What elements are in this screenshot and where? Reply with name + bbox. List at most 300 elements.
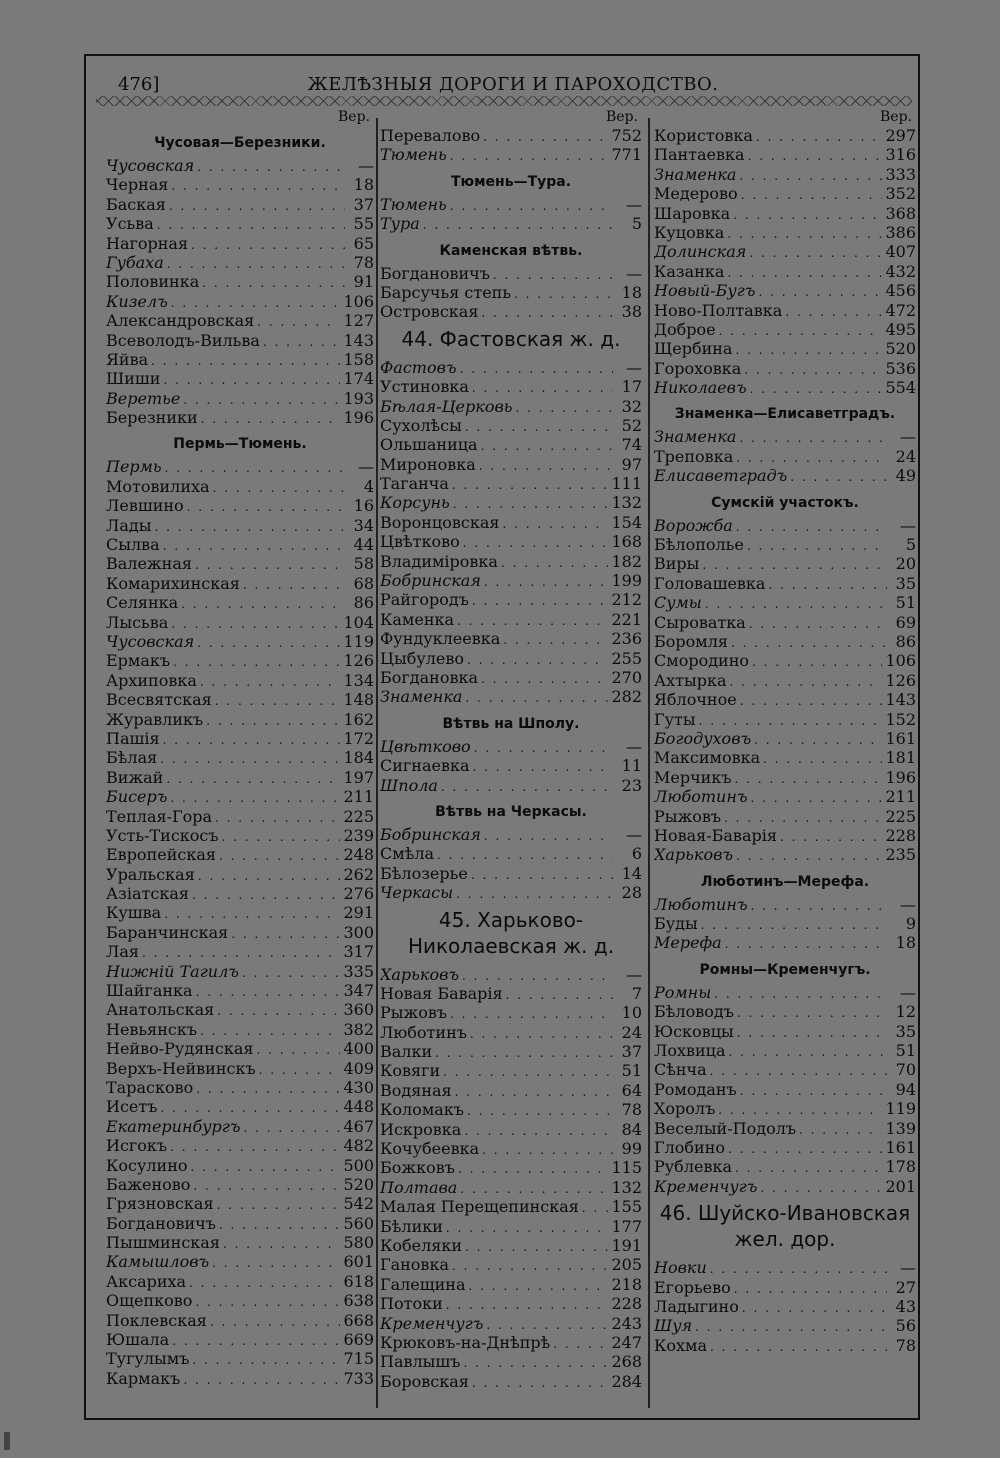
station-row <box>380 1120 642 1139</box>
station-distance: 132 <box>611 493 642 513</box>
leader-dots <box>181 595 345 612</box>
leader-dots <box>200 1022 340 1039</box>
station-row <box>380 629 642 648</box>
station-name: Анатольская <box>106 1000 215 1020</box>
station-name: Шпола <box>380 775 438 795</box>
leader-dots <box>217 1196 341 1213</box>
station-name: Яблочное <box>654 690 737 710</box>
station-row <box>106 574 374 593</box>
station-name: Новая-Баварія <box>654 825 777 845</box>
station-name: Знаменка <box>654 427 737 447</box>
leader-dots <box>163 731 341 748</box>
leader-dots <box>443 1063 613 1080</box>
leader-dots <box>259 1061 341 1078</box>
station-distance: 184 <box>343 748 374 768</box>
station-distance: 152 <box>885 709 916 729</box>
leader-dots <box>736 847 882 864</box>
station-name: Екатеринбургъ <box>106 1116 241 1136</box>
station-row <box>106 865 374 884</box>
station-distance: 86 <box>353 593 374 613</box>
leader-dots <box>191 1158 341 1175</box>
leader-dots <box>724 809 882 826</box>
station-distance: 143 <box>885 690 916 710</box>
leader-dots <box>457 612 608 629</box>
leader-dots <box>503 631 608 648</box>
column-3 <box>654 108 916 1408</box>
station-name: Исетъ <box>106 1097 158 1117</box>
station-row <box>106 1311 374 1330</box>
leader-dots <box>756 128 883 145</box>
leader-dots <box>725 935 887 952</box>
station-distance: 20 <box>895 554 916 574</box>
station-distance: — <box>626 194 642 214</box>
leader-dots <box>481 304 613 321</box>
station-distance: 18 <box>353 175 374 195</box>
station-name: Фастовъ <box>380 357 457 377</box>
station-distance: 58 <box>353 554 374 574</box>
station-row <box>654 1316 916 1335</box>
station-distance: 23 <box>621 775 642 795</box>
station-name: Боровская <box>380 1371 469 1391</box>
leader-dots <box>463 534 609 551</box>
station-row <box>106 1020 374 1039</box>
station-row <box>380 984 642 1003</box>
leader-dots <box>719 322 883 339</box>
station-row <box>380 1100 642 1119</box>
station-name: Буды <box>654 914 698 934</box>
station-row <box>380 358 642 377</box>
leader-dots <box>166 770 340 787</box>
leader-dots <box>735 1159 882 1176</box>
leader-dots <box>450 147 609 164</box>
leader-dots <box>467 1102 613 1119</box>
leader-dots <box>727 225 882 242</box>
station-distance: 536 <box>885 358 916 378</box>
station-name: Павлышъ <box>380 1352 461 1372</box>
leader-dots <box>455 1083 613 1100</box>
station-distance: 448 <box>343 1097 374 1117</box>
station-row <box>380 965 642 984</box>
leader-dots <box>734 1280 887 1297</box>
station-row <box>654 690 916 709</box>
station-distance: 212 <box>611 590 642 610</box>
leader-dots <box>481 670 608 687</box>
leader-dots <box>458 1160 609 1177</box>
station-name: Новки <box>654 1258 707 1278</box>
leader-dots <box>474 739 613 756</box>
station-row <box>654 1041 916 1060</box>
wavy-rule <box>96 96 912 106</box>
station-name: Березники <box>106 408 198 428</box>
leader-dots <box>165 459 345 476</box>
verst-column-label: Вер. <box>606 109 638 125</box>
station-name: Рублевка <box>654 1157 732 1177</box>
station-name: Шайганка <box>106 981 193 1001</box>
station-distance: 638 <box>343 1291 374 1311</box>
station-row <box>106 214 374 233</box>
leader-dots <box>160 1099 340 1116</box>
station-name: Всесвятская <box>106 690 212 710</box>
station-row <box>654 554 916 573</box>
section-heading: Чусовая—Березники. <box>154 135 326 151</box>
station-row <box>106 1330 374 1349</box>
leader-dots <box>231 925 340 942</box>
station-name: Мерчикъ <box>654 767 732 787</box>
station-distance: 335 <box>343 961 374 981</box>
station-distance: 11 <box>621 756 642 776</box>
verst-column-label: Вер. <box>880 109 912 125</box>
leader-dots <box>718 1101 882 1118</box>
station-name: Ромны <box>654 982 712 1002</box>
station-distance: 99 <box>621 1139 642 1159</box>
station-name: Кушва <box>106 903 162 923</box>
station-distance: 228 <box>885 825 916 845</box>
station-row <box>106 613 374 632</box>
station-distance: 78 <box>621 1100 642 1120</box>
station-name: Кременчугъ <box>380 1313 484 1333</box>
station-row <box>654 320 916 339</box>
leader-dots <box>157 216 345 233</box>
station-name: Лохвица <box>654 1041 726 1061</box>
leader-dots <box>456 885 613 902</box>
station-row <box>380 1333 642 1352</box>
station-row <box>380 214 642 233</box>
station-name: Чусовская <box>106 156 195 175</box>
station-name: Нейво-Рудянская <box>106 1039 254 1059</box>
station-distance: 43 <box>895 1296 916 1316</box>
leader-dots <box>460 360 613 377</box>
station-distance: 255 <box>611 648 642 668</box>
station-row <box>106 369 374 388</box>
station-row <box>380 283 642 302</box>
station-distance: 239 <box>343 825 374 845</box>
station-name: Кременчугъ <box>654 1176 758 1196</box>
station-name: Селянка <box>106 593 179 613</box>
station-row <box>106 710 374 729</box>
section-heading: Ромны—Кременчугъ. <box>699 961 871 978</box>
leader-dots <box>472 379 613 396</box>
station-distance: 78 <box>353 252 374 272</box>
leader-dots <box>790 468 887 485</box>
station-name: Нагорная <box>106 233 189 253</box>
station-distance: 172 <box>343 728 374 748</box>
station-distance: 291 <box>343 903 374 923</box>
leader-dots <box>747 537 887 554</box>
station-row <box>654 845 916 864</box>
station-distance: 218 <box>611 1274 642 1294</box>
station-row <box>106 1214 374 1233</box>
station-distance: — <box>900 982 916 1002</box>
station-name: Теплая-Гора <box>106 806 213 826</box>
section-heading: Вѣтвь на Шполу. <box>442 715 580 732</box>
station-row <box>654 301 916 320</box>
station-distance: — <box>358 457 374 477</box>
station-row <box>654 1080 916 1099</box>
station-row <box>106 1291 374 1310</box>
station-row <box>654 768 916 787</box>
station-name: Косулино <box>106 1155 188 1175</box>
station-row <box>106 1039 374 1058</box>
station-name: Перевалово <box>380 126 481 145</box>
station-name: Азіатская <box>106 884 189 904</box>
station-distance: 155 <box>611 1197 642 1217</box>
station-distance: 432 <box>885 261 916 281</box>
station-row <box>106 496 374 515</box>
station-distance: 154 <box>611 512 642 532</box>
station-name: Харьковъ <box>654 845 734 865</box>
station-name: Половинка <box>106 272 200 292</box>
leader-dots <box>471 866 613 883</box>
station-row <box>654 223 916 242</box>
station-distance: 618 <box>343 1271 374 1291</box>
station-row <box>380 737 642 756</box>
station-distance: 12 <box>895 1002 916 1022</box>
station-row <box>106 195 374 214</box>
station-distance: 14 <box>621 863 642 883</box>
station-row <box>654 242 916 261</box>
station-distance: 4 <box>363 476 374 496</box>
station-row <box>654 914 916 933</box>
station-row <box>106 671 374 690</box>
leader-dots <box>484 827 613 844</box>
station-distance: 52 <box>621 415 642 435</box>
railway-heading: 44. Фастовская ж. д. <box>401 326 621 351</box>
station-distance: 243 <box>611 1313 642 1333</box>
station-row <box>654 145 916 164</box>
station-row <box>654 933 916 952</box>
station-row <box>380 756 642 775</box>
running-title: ЖЕЛѢЗНЫЯ ДОРОГИ И ПАРОХОДСТВО. <box>307 74 719 95</box>
station-distance: 771 <box>611 145 642 165</box>
station-distance: 44 <box>353 535 374 555</box>
station-distance: — <box>900 894 916 914</box>
station-name: Николаевъ <box>654 378 747 398</box>
station-name: Мотовилиха <box>106 476 210 496</box>
station-row <box>106 768 374 787</box>
station-distance: 74 <box>621 435 642 455</box>
station-name: Галещина <box>380 1274 466 1294</box>
leader-dots <box>737 1004 887 1021</box>
station-distance: 235 <box>885 845 916 865</box>
station-name: Поклевская <box>106 1310 207 1330</box>
leader-dots <box>435 1044 613 1061</box>
station-distance: 236 <box>611 629 642 649</box>
station-distance: 542 <box>343 1194 374 1214</box>
leader-dots <box>173 653 340 670</box>
leader-dots <box>257 1041 341 1058</box>
station-distance: 270 <box>611 667 642 687</box>
station-name: Знаменка <box>380 687 463 707</box>
station-name: Аксариха <box>106 1271 187 1291</box>
leader-dots <box>752 653 882 670</box>
station-distance: 168 <box>611 532 642 552</box>
station-name: Архиповка <box>106 670 197 690</box>
station-row <box>654 1099 916 1118</box>
station-distance: 126 <box>343 651 374 671</box>
leader-dots <box>452 476 609 493</box>
station-name: Знаменка <box>654 164 737 184</box>
station-distance: 282 <box>611 687 642 707</box>
station-row <box>106 457 374 476</box>
section-heading: Каменская вѣтвь. <box>439 242 583 259</box>
station-name: Шаровка <box>654 203 731 223</box>
section-heading: Знаменка—Елисаветградъ. <box>674 406 896 423</box>
station-row <box>654 895 916 914</box>
station-row <box>654 466 916 485</box>
station-name: Богдановка <box>380 667 479 687</box>
station-name: Уральская <box>106 864 195 884</box>
leader-dots <box>452 1257 608 1274</box>
leader-dots <box>192 886 341 903</box>
station-distance: 16 <box>353 496 374 516</box>
station-distance: — <box>626 263 642 283</box>
leader-dots <box>730 673 883 690</box>
station-name: Люботинъ <box>380 1022 467 1042</box>
station-distance: 162 <box>343 709 374 729</box>
station-distance: 197 <box>343 767 374 787</box>
station-name: Ахтырка <box>654 670 727 690</box>
station-row <box>106 845 374 864</box>
station-distance: 196 <box>343 408 374 428</box>
station-name: Тюмень <box>380 145 447 165</box>
station-name: Веселый-Подолъ <box>654 1118 797 1138</box>
leader-dots <box>731 634 887 651</box>
leader-dots <box>472 1374 609 1391</box>
station-name: Европейская <box>106 845 216 865</box>
station-distance: 752 <box>611 126 642 145</box>
station-distance: 733 <box>343 1368 374 1388</box>
leader-dots <box>799 1121 882 1138</box>
station-row <box>106 1097 374 1116</box>
station-row <box>654 1002 916 1021</box>
station-row <box>106 884 374 903</box>
station-distance: 456 <box>885 281 916 301</box>
station-row <box>654 535 916 554</box>
station-distance: 262 <box>343 864 374 884</box>
station-distance: 32 <box>621 396 642 416</box>
station-distance: 715 <box>343 1349 374 1369</box>
station-row <box>654 184 916 203</box>
leader-dots <box>741 186 883 203</box>
station-name: Левшино <box>106 496 184 516</box>
station-row <box>654 1157 916 1176</box>
section-heading: Тюмень—Тура. <box>450 173 572 190</box>
station-distance: 139 <box>885 1118 916 1138</box>
station-distance: 201 <box>885 1176 916 1196</box>
station-row <box>380 455 642 474</box>
leader-dots <box>768 576 887 593</box>
station-distance: 300 <box>343 922 374 942</box>
station-name: Пантаевка <box>654 145 745 165</box>
leader-dots <box>740 1082 887 1099</box>
station-name: Потоки <box>380 1294 443 1314</box>
station-distance: 520 <box>885 339 916 359</box>
leader-dots <box>197 158 345 175</box>
leader-dots <box>742 1299 887 1316</box>
leader-dots <box>736 518 887 535</box>
leader-dots <box>710 1260 887 1277</box>
station-name: Фундуклеевка <box>380 629 501 649</box>
station-name: Сухолѣсы <box>380 415 462 435</box>
leader-dots <box>441 778 613 795</box>
station-row <box>380 1217 642 1236</box>
station-row <box>106 554 374 573</box>
station-row <box>106 1369 374 1388</box>
station-name: Новый-Бугъ <box>654 281 756 301</box>
station-name: Коломакъ <box>380 1100 464 1120</box>
station-distance: 161 <box>885 1137 916 1157</box>
station-name: Божковъ <box>380 1158 455 1178</box>
station-distance: 55 <box>353 214 374 234</box>
station-name: Усьва <box>106 214 154 234</box>
station-row <box>654 983 916 1002</box>
station-distance: 225 <box>343 806 374 826</box>
station-name: Комарихинская <box>106 573 240 593</box>
leader-dots <box>740 692 883 709</box>
station-distance: 177 <box>611 1216 642 1236</box>
station-name: Сыроватка <box>654 612 746 632</box>
station-row <box>654 1060 916 1079</box>
station-distance: 199 <box>611 571 642 591</box>
station-name: Ново-Полтавка <box>654 300 783 320</box>
station-distance: 56 <box>895 1316 916 1336</box>
station-distance: 111 <box>611 474 642 494</box>
station-row <box>380 1042 642 1061</box>
leader-dots <box>437 846 613 863</box>
leader-dots <box>191 236 345 253</box>
station-distance: — <box>900 427 916 447</box>
section-heading: Пермь—Тюмень. <box>173 436 307 453</box>
station-distance: 225 <box>885 806 916 826</box>
section-heading: Вѣтвь на Черкасы. <box>435 803 587 820</box>
station-distance: 10 <box>621 1003 642 1023</box>
leader-dots <box>749 244 882 261</box>
station-name: Елисаветградъ <box>654 466 788 486</box>
column-divider <box>376 118 378 1408</box>
station-distance: 51 <box>895 593 916 613</box>
station-distance: 78 <box>895 1335 916 1355</box>
station-name: Ворожба <box>654 515 733 535</box>
leader-dots <box>486 1316 608 1333</box>
station-name: Цвѣтково <box>380 532 460 552</box>
leader-dots <box>465 689 608 706</box>
leader-dots <box>453 495 609 512</box>
station-name: Харьковъ <box>380 964 460 984</box>
leader-dots <box>465 418 613 435</box>
station-name: Журавликъ <box>106 709 204 729</box>
station-name: Тарасково <box>106 1077 194 1097</box>
station-name: Гуты <box>654 709 696 729</box>
station-row <box>106 903 374 922</box>
station-row <box>106 1117 374 1136</box>
leader-dots <box>710 1338 887 1355</box>
station-row <box>380 1314 642 1333</box>
station-name: Максимовка <box>654 748 761 768</box>
leader-dots <box>222 828 341 845</box>
station-row <box>654 632 916 651</box>
leader-dots <box>735 341 882 358</box>
station-row <box>380 590 642 609</box>
station-name: Гановка <box>380 1255 449 1275</box>
station-name: Мироновка <box>380 454 476 474</box>
leader-dots <box>446 1219 609 1236</box>
station-distance: 368 <box>885 203 916 223</box>
station-distance: — <box>626 964 642 984</box>
leader-dots <box>506 986 613 1003</box>
station-row <box>106 1349 374 1368</box>
station-name: Рыжовъ <box>654 806 722 826</box>
station-distance: 247 <box>611 1332 642 1352</box>
